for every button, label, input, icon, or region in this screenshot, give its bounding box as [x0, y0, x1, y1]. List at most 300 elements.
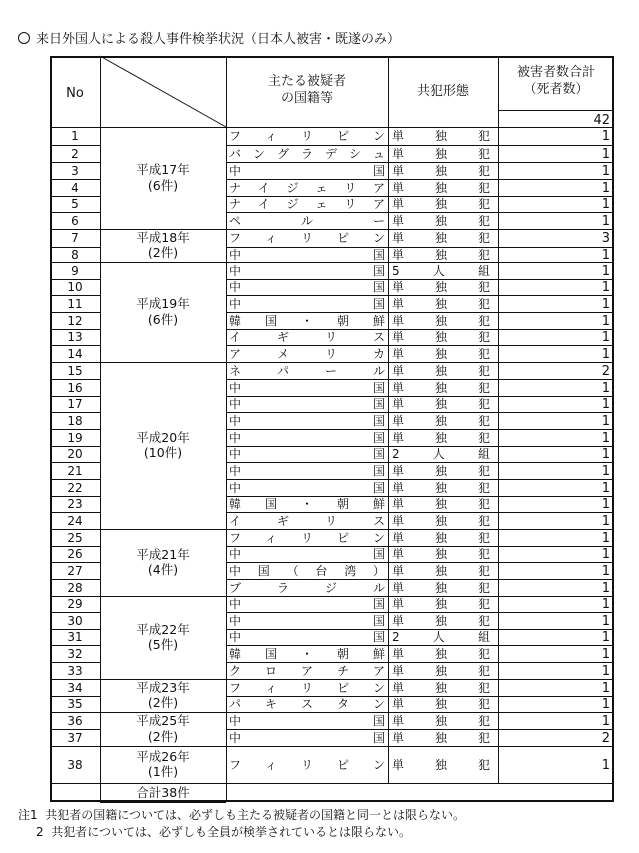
row-victims: 1 — [601, 630, 610, 645]
row-no: 18 — [67, 414, 83, 428]
row-nationality — [229, 482, 385, 494]
row-line-body — [226, 746, 614, 747]
type-char: 犯 — [477, 431, 490, 445]
row-nationality — [229, 665, 385, 677]
row-type — [392, 532, 490, 544]
row-line-era — [100, 262, 226, 263]
row-victims: 1 — [601, 714, 610, 729]
nationality-char: ン — [372, 531, 385, 545]
row-no: 11 — [67, 297, 83, 311]
type-char: 単 — [392, 414, 405, 428]
row-victims: 1 — [601, 181, 610, 196]
nationality-char: 国 — [372, 164, 385, 178]
row-line-body — [226, 596, 614, 597]
nationality-char: リ — [300, 758, 313, 772]
row-no: 24 — [67, 514, 83, 528]
era-count: (1件) — [147, 764, 179, 780]
era-count: (4件) — [147, 562, 179, 578]
nationality-char: 鮮 — [372, 497, 385, 511]
row-type — [392, 448, 490, 460]
nationality-char: 韓 — [229, 497, 242, 511]
row-victims: 1 — [601, 481, 610, 496]
era-cell — [100, 713, 226, 744]
row-line-no — [50, 462, 100, 463]
row-type — [392, 130, 490, 142]
row-no: 33 — [67, 664, 83, 678]
row-type — [392, 498, 490, 510]
row-line-no — [50, 645, 100, 646]
nationality-char: フ — [229, 681, 242, 695]
row-type — [392, 232, 490, 244]
nationality-char: リ — [300, 531, 313, 545]
nationality-char: 中 — [229, 381, 242, 395]
type-char: 独 — [434, 297, 447, 311]
row-victims: 1 — [601, 248, 610, 263]
row-no: 36 — [67, 714, 83, 728]
nationality-char: ラ — [276, 581, 289, 595]
nationality-char: 中 — [229, 481, 242, 495]
row-line-no — [50, 145, 100, 146]
row-line-no — [50, 362, 100, 363]
type-char: 単 — [392, 347, 405, 361]
nationality-char: リ — [300, 681, 313, 695]
nationality-char: チ — [336, 664, 349, 678]
row-nationality — [229, 265, 385, 277]
row-victims: 1 — [601, 447, 610, 462]
era-count: (2件) — [147, 728, 179, 744]
nationality-char: 国 — [372, 280, 385, 294]
nationality-char: 朝 — [336, 497, 349, 511]
type-char: 独 — [434, 231, 447, 245]
row-no: 20 — [67, 447, 83, 461]
era-name: 平成18年 — [136, 229, 190, 245]
nationality-char: イ — [257, 181, 270, 195]
type-char: 組 — [477, 264, 490, 278]
era-cell — [100, 749, 226, 780]
nationality-char: パ — [229, 697, 242, 711]
type-char: 組 — [477, 447, 490, 461]
type-char: 独 — [434, 347, 447, 361]
nationality-char: 中 — [229, 464, 242, 478]
nationality-char: 中 — [229, 564, 242, 578]
type-char: 組 — [477, 630, 490, 644]
nationality-char: ア — [372, 664, 385, 678]
type-char: 人 — [432, 447, 445, 461]
row-nationality — [229, 682, 385, 694]
nationality-char: 国 — [372, 630, 385, 644]
nationality-char: 国 — [264, 497, 277, 511]
row-line-body — [226, 629, 614, 630]
row-type — [392, 315, 490, 327]
row-line-body — [226, 379, 614, 380]
row-line-era — [100, 783, 226, 784]
type-char: 犯 — [477, 597, 490, 611]
type-char: 単 — [392, 214, 405, 228]
row-type — [392, 165, 490, 177]
row-type — [392, 265, 490, 277]
type-char: 独 — [434, 280, 447, 294]
row-line-body — [226, 229, 614, 230]
row-line-body — [226, 696, 614, 697]
note-2-label: 2 — [36, 825, 44, 839]
type-char: 単 — [392, 564, 405, 578]
nationality-char: 国 — [372, 614, 385, 628]
nationality-char: パ — [276, 364, 289, 378]
nationality-char: リ — [324, 330, 337, 344]
row-line-body — [226, 729, 614, 730]
row-line-no — [50, 746, 100, 747]
type-char: 単 — [392, 481, 405, 495]
nationality-char: フ — [229, 231, 242, 245]
nationality-char: 中 — [229, 414, 242, 428]
nationality-char: ジ — [286, 181, 299, 195]
nationality-char: フ — [229, 758, 242, 772]
nationality-char: 中 — [229, 447, 242, 461]
row-nationality — [229, 182, 385, 194]
row-type — [392, 465, 490, 477]
type-char: 単 — [392, 381, 405, 395]
nationality-char: ェ — [315, 197, 328, 211]
nationality-char: ペ — [229, 214, 242, 228]
nationality-char: ブ — [229, 581, 242, 595]
row-type — [392, 482, 490, 494]
row-no: 13 — [67, 330, 83, 344]
type-char: 独 — [434, 697, 447, 711]
era-name: 平成25年 — [136, 713, 190, 728]
type-char: 単 — [392, 614, 405, 628]
era-name: 平成19年 — [136, 296, 190, 311]
nationality-char: メ — [276, 347, 289, 361]
row-no: 34 — [67, 681, 83, 695]
row-no: 3 — [71, 164, 79, 178]
type-char: 独 — [434, 147, 447, 161]
type-char: 単 — [392, 181, 405, 195]
row-no: 2 — [71, 147, 79, 161]
row-nationality — [229, 148, 385, 160]
era-name: 平成20年 — [136, 429, 190, 445]
type-char: 独 — [434, 597, 447, 611]
row-nationality — [229, 298, 385, 310]
row-no: 1 — [71, 129, 79, 143]
nationality-char: ジ — [286, 197, 299, 211]
row-no: 7 — [71, 231, 79, 245]
nationality-char: ア — [229, 347, 242, 361]
row-line-era — [100, 596, 226, 597]
nationality-char: 中 — [229, 630, 242, 644]
row-line-no — [50, 379, 100, 380]
nationality-char: ピ — [336, 531, 349, 545]
row-line-era — [100, 746, 226, 747]
nationality-char: タ — [336, 697, 349, 711]
type-char: 独 — [434, 164, 447, 178]
row-no: 22 — [67, 481, 83, 495]
type-char: 独 — [434, 464, 447, 478]
row-nationality — [229, 465, 385, 477]
row-line-no — [50, 412, 100, 413]
type-char: 独 — [434, 414, 447, 428]
nationality-char: ・ — [300, 647, 313, 661]
row-nationality — [229, 648, 385, 660]
nationality-char: 中 — [229, 248, 242, 262]
row-type — [392, 582, 490, 594]
row-line-no — [50, 529, 100, 530]
header-victims-l2: （死者数） — [523, 82, 589, 97]
type-char: 独 — [434, 614, 447, 628]
type-char: 独 — [434, 214, 447, 228]
row-victims: 1 — [601, 314, 610, 329]
row-type — [392, 415, 490, 427]
type-char: 独 — [434, 481, 447, 495]
row-victims: 1 — [601, 614, 610, 629]
row-line-body — [226, 783, 614, 784]
nationality-char: ア — [372, 181, 385, 195]
type-char: 単 — [392, 664, 405, 678]
type-char: 独 — [434, 248, 447, 262]
nationality-char: ィ — [264, 681, 277, 695]
row-victims: 1 — [601, 330, 610, 345]
nationality-char: 国 — [372, 481, 385, 495]
total-cell-bottom — [100, 802, 226, 803]
row-line-era — [100, 529, 226, 530]
type-char: 単 — [392, 297, 405, 311]
type-char: 単 — [392, 497, 405, 511]
nationality-char: ピ — [336, 129, 349, 143]
nationality-char: ジ — [324, 581, 337, 595]
nationality-char: 国 — [372, 464, 385, 478]
nationality-char: ン — [372, 681, 385, 695]
row-line-no — [50, 662, 100, 663]
row-victims: 3 — [601, 231, 610, 246]
type-char: 独 — [434, 547, 447, 561]
row-nationality — [229, 415, 385, 427]
nationality-char: ィ — [264, 231, 277, 245]
row-nationality — [229, 615, 385, 627]
nationality-char: 中 — [229, 714, 242, 728]
row-line-no — [50, 512, 100, 513]
era-cell — [100, 622, 226, 653]
type-char: 犯 — [477, 497, 490, 511]
row-no: 14 — [67, 347, 83, 361]
nationality-char: ギ — [276, 330, 289, 344]
row-victims: 1 — [601, 129, 610, 144]
row-nationality — [229, 498, 385, 510]
type-char: 犯 — [477, 481, 490, 495]
type-char: 犯 — [477, 758, 490, 772]
nationality-char: リ — [324, 347, 337, 361]
type-char: 犯 — [477, 564, 490, 578]
type-char: 単 — [392, 597, 405, 611]
type-char: 独 — [434, 681, 447, 695]
nationality-char: 中 — [229, 597, 242, 611]
nationality-char: 国 — [257, 564, 270, 578]
row-type — [392, 682, 490, 694]
type-char: 独 — [434, 531, 447, 545]
row-line-body — [226, 312, 614, 313]
row-line-no — [50, 612, 100, 613]
nationality-char: ピ — [336, 758, 349, 772]
type-char: 独 — [434, 664, 447, 678]
nationality-char: デ — [324, 147, 337, 161]
row-victims: 1 — [601, 414, 610, 429]
type-char: 独 — [434, 731, 447, 745]
era-count: (6件) — [147, 177, 179, 193]
page-title-text: 来日外国人による殺人事件検挙状況（日本人被害・既遂のみ） — [36, 32, 401, 47]
row-line-no — [50, 345, 100, 346]
row-nationality — [229, 365, 385, 377]
type-char: 犯 — [477, 330, 490, 344]
era-cell — [100, 680, 226, 711]
nationality-char: 国 — [372, 414, 385, 428]
type-char: 犯 — [477, 364, 490, 378]
type-char: 独 — [434, 431, 447, 445]
row-victims: 1 — [601, 681, 610, 696]
row-nationality — [229, 382, 385, 394]
type-char: 犯 — [477, 664, 490, 678]
type-char: 独 — [434, 514, 447, 528]
row-nationality — [229, 215, 385, 227]
type-char: 独 — [434, 564, 447, 578]
type-char: 犯 — [477, 147, 490, 161]
row-victims: 1 — [601, 214, 610, 229]
era-count: (6件) — [147, 311, 179, 327]
row-victims: 1 — [601, 514, 610, 529]
nationality-char: 台 — [315, 564, 328, 578]
nationality-char: 中 — [229, 547, 242, 561]
row-nationality — [229, 232, 385, 244]
row-victims: 1 — [601, 697, 610, 712]
type-char: 独 — [434, 364, 447, 378]
row-line-no — [50, 179, 100, 180]
nationality-char: リ — [324, 514, 337, 528]
row-nationality — [229, 759, 385, 771]
row-no: 6 — [71, 214, 79, 228]
row-type — [392, 648, 490, 660]
nationality-char: ピ — [336, 681, 349, 695]
row-nationality — [229, 565, 385, 577]
row-line-no — [50, 295, 100, 296]
row-victims: 1 — [601, 147, 610, 162]
row-type — [392, 548, 490, 560]
nationality-char: バ — [229, 147, 242, 161]
row-type — [392, 565, 490, 577]
row-no: 35 — [67, 697, 83, 711]
type-char: 単 — [392, 164, 405, 178]
row-line-body — [226, 546, 614, 547]
type-char: 独 — [434, 397, 447, 411]
era-count: (10件) — [143, 445, 183, 461]
row-type — [392, 665, 490, 677]
type-char: 単 — [392, 514, 405, 528]
row-type — [392, 365, 490, 377]
nationality-char: フ — [229, 531, 242, 545]
nationality-char: キ — [264, 697, 277, 711]
type-char: 犯 — [477, 214, 490, 228]
row-nationality — [229, 598, 385, 610]
type-char: 独 — [434, 647, 447, 661]
row-line-no — [50, 579, 100, 580]
nationality-char: ロ — [264, 664, 277, 678]
type-char: 単 — [392, 758, 405, 772]
row-type — [392, 331, 490, 343]
row-line-body — [226, 662, 614, 663]
era-name: 平成21年 — [136, 546, 190, 562]
nationality-char: ア — [372, 197, 385, 211]
header-bottom-line — [50, 127, 614, 128]
row-victims: 1 — [601, 597, 610, 612]
nationality-char: ス — [372, 514, 385, 528]
type-char: 単 — [392, 464, 405, 478]
type-char: 単 — [392, 330, 405, 344]
row-nationality — [229, 548, 385, 560]
row-line-body — [226, 429, 614, 430]
row-nationality — [229, 130, 385, 142]
row-line-no — [50, 562, 100, 563]
row-no: 38 — [67, 758, 83, 772]
nationality-char: ュ — [372, 147, 385, 161]
type-char: 犯 — [477, 181, 490, 195]
row-no: 37 — [67, 731, 83, 745]
row-type — [392, 215, 490, 227]
nationality-char: ア — [300, 664, 313, 678]
row-line-body — [226, 579, 614, 580]
nationality-char: ン — [372, 129, 385, 143]
nationality-char: ナ — [229, 181, 242, 195]
row-type — [392, 759, 490, 771]
row-no: 5 — [71, 197, 79, 211]
era-count: (2件) — [147, 245, 179, 261]
nationality-char: 国 — [264, 314, 277, 328]
nationality-char: グ — [276, 147, 289, 161]
row-line-body — [226, 179, 614, 180]
row-nationality — [229, 398, 385, 410]
row-type — [392, 398, 490, 410]
row-line-body — [226, 212, 614, 213]
row-type — [392, 515, 490, 527]
type-char: 単 — [392, 364, 405, 378]
nationality-char: ・ — [300, 314, 313, 328]
era-cell — [100, 547, 226, 578]
nationality-char: ィ — [264, 758, 277, 772]
row-line-body — [226, 479, 614, 480]
row-line-body — [226, 247, 614, 248]
nationality-char: ラ — [300, 147, 313, 161]
page-title — [18, 28, 400, 47]
note-1-text: 共犯者の国籍については、必ずしも主たる被疑者の国籍と同一とは限らない。 — [45, 808, 466, 822]
type-char: 犯 — [477, 531, 490, 545]
nationality-char: 鮮 — [372, 647, 385, 661]
type-char: 犯 — [477, 397, 490, 411]
type-char: 単 — [392, 731, 405, 745]
row-nationality — [229, 631, 385, 643]
row-line-no — [50, 679, 100, 680]
row-nationality — [229, 532, 385, 544]
row-victims: 1 — [601, 464, 610, 479]
type-char: 犯 — [477, 581, 490, 595]
row-line-body — [226, 712, 614, 713]
era-cell — [100, 162, 226, 193]
row-line-body — [226, 412, 614, 413]
nationality-char: 朝 — [336, 314, 349, 328]
row-no: 16 — [67, 381, 83, 395]
row-line-no — [50, 162, 100, 163]
row-nationality — [229, 698, 385, 710]
nationality-char: ン — [372, 231, 385, 245]
row-line-body — [226, 345, 614, 346]
row-line-no — [50, 729, 100, 730]
row-nationality — [229, 331, 385, 343]
type-char: 犯 — [477, 647, 490, 661]
type-char: 独 — [434, 129, 447, 143]
